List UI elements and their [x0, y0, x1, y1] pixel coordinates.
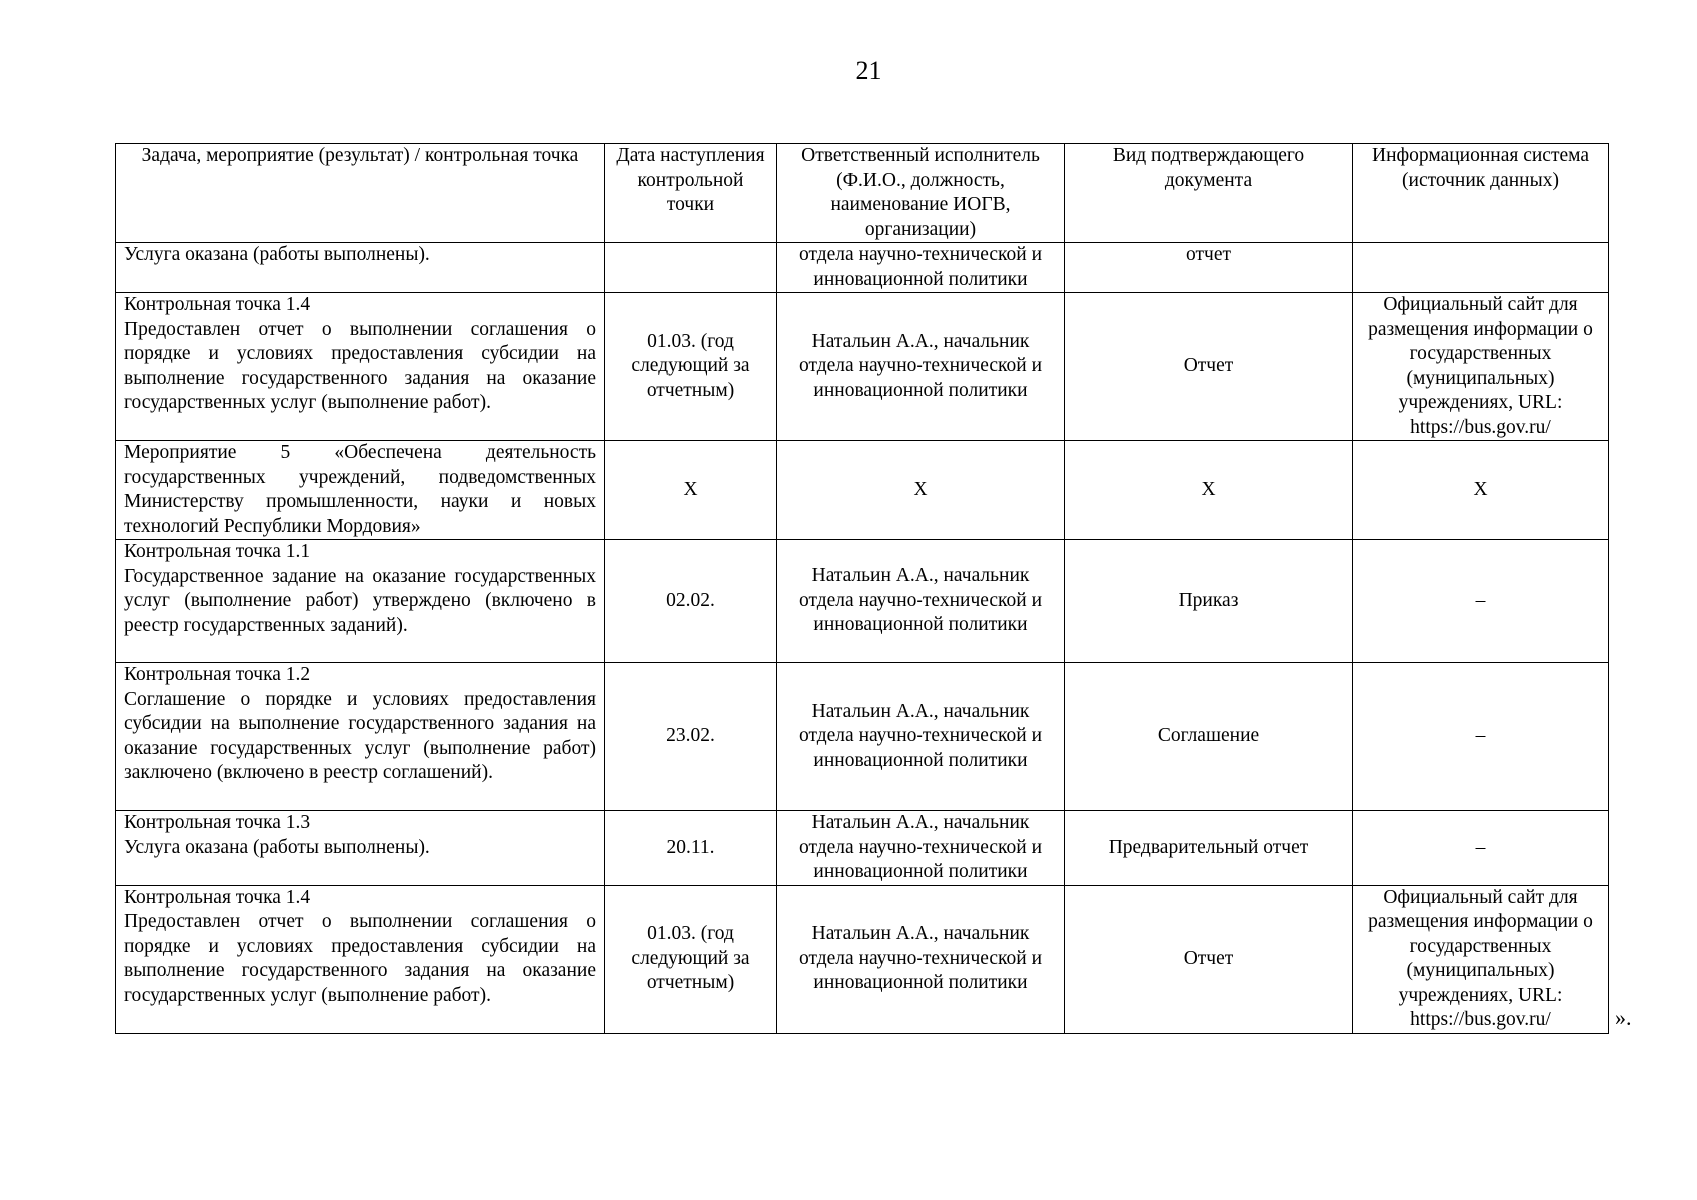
system-cell: Х: [1353, 441, 1609, 540]
responsible-cell: Натальин А.А., начальник отдела научно-технической и инновационной политики: [777, 811, 1065, 886]
table-row: [116, 540, 1609, 663]
task-text: Мероприятие 5 «Обеспечена деятельность государственных учреждений, подведомственных Министерству промышленности, науки и новых технологий Республики Мордовия»: [124, 442, 596, 537]
task-text: Предоставлен отчет о выполнении соглашения о порядке и условиях предоставления субсидии на выполнение государственного задания на оказание государственных услуг (выполнение работ).: [124, 318, 596, 413]
control-points-table: [115, 143, 1609, 1034]
header-date: Дата наступления контрольной точки: [605, 144, 777, 243]
control-point-label: Контрольная точка 1.2: [124, 664, 311, 685]
responsible-cell: отдела научно-технической и инновационной политики: [777, 243, 1065, 293]
control-point-label: Контрольная точка 1.4: [124, 294, 311, 315]
date-cell: [605, 243, 777, 293]
document-cell: Приказ: [1065, 540, 1353, 663]
date-cell: Х: [605, 441, 777, 540]
table-row: [116, 811, 1609, 886]
task-cell: [116, 885, 605, 1033]
control-point-label: Контрольная точка 1.3: [124, 812, 311, 833]
document-cell: Х: [1065, 441, 1353, 540]
task-text: Государственное задание на оказание государственных услуг (выполнение работ) утверждено (включено в реестр государственных заданий).: [124, 565, 596, 636]
date-cell: 02.02.: [605, 540, 777, 663]
header-document: Вид подтверждающего документа: [1065, 144, 1353, 243]
document-cell: отчет: [1065, 243, 1353, 293]
responsible-cell: Натальин А.А., начальник отдела научно-технической и инновационной политики: [777, 293, 1065, 441]
task-cell: [116, 811, 605, 886]
date-cell: 01.03. (год следующий за отчетным): [605, 885, 777, 1033]
task-text: Соглашение о порядке и условиях предоставления субсидии на выполнение государственного задания на оказание государственных услуг (выполнение работ) заключено (включено в реестр соглашений).: [124, 688, 596, 783]
control-point-label: Контрольная точка 1.1: [124, 541, 311, 562]
responsible-cell: Натальин А.А., начальник отдела научно-технической и инновационной политики: [777, 663, 1065, 811]
responsible-cell: Натальин А.А., начальник отдела научно-технической и инновационной политики: [777, 540, 1065, 663]
table-row: [116, 243, 1609, 293]
table-row: [116, 663, 1609, 811]
responsible-cell: Натальин А.А., начальник отдела научно-технической и инновационной политики: [777, 885, 1065, 1033]
responsible-cell: Х: [777, 441, 1065, 540]
document-cell: Отчет: [1065, 293, 1353, 441]
system-cell: –: [1353, 811, 1609, 886]
header-task: Задача, мероприятие (результат) / контрольная точка: [116, 144, 605, 243]
table-row: [116, 293, 1609, 441]
document-cell: Предварительный отчет: [1065, 811, 1353, 886]
table-row: [116, 885, 1609, 1033]
date-cell: 20.11.: [605, 811, 777, 886]
task-text: Предоставлен отчет о выполнении соглашения о порядке и условиях предоставления субсидии на выполнение государственного задания на оказание государственных услуг (выполнение работ).: [124, 911, 596, 1006]
control-point-label: Контрольная точка 1.4: [124, 886, 311, 908]
table-row: [116, 441, 1609, 540]
task-cell: [116, 540, 605, 663]
header-responsible: Ответственный исполнитель (Ф.И.О., должность, наименование ИОГВ, организации): [777, 144, 1065, 243]
page-number: 21: [855, 56, 882, 85]
table-header-row: [116, 144, 1609, 243]
system-cell: Официальный сайт для размещения информации о государственных (муниципальных) учреждениях, URL: https://bus.gov.ru/: [1353, 293, 1609, 441]
system-cell: –: [1353, 663, 1609, 811]
task-cell: [116, 243, 605, 293]
system-cell: –: [1353, 540, 1609, 663]
document-cell: Отчет: [1065, 885, 1353, 1033]
closing-quote-mark: ».: [1615, 1005, 1632, 1030]
task-cell: [116, 663, 605, 811]
document-cell: Соглашение: [1065, 663, 1353, 811]
task-text: Услуга оказана (работы выполнены).: [124, 836, 430, 858]
system-cell: Официальный сайт для размещения информации о государственных (муниципальных) учреждениях, URL: https://bus.gov.ru/: [1353, 885, 1609, 1033]
task-text: Услуга оказана (работы выполнены).: [124, 244, 430, 265]
date-cell: 01.03. (год следующий за отчетным): [605, 293, 777, 441]
header-system: Информационная система (источник данных): [1353, 144, 1609, 243]
date-cell: 23.02.: [605, 663, 777, 811]
system-cell: [1353, 243, 1609, 293]
task-cell: [116, 441, 605, 540]
task-cell: [116, 293, 605, 441]
